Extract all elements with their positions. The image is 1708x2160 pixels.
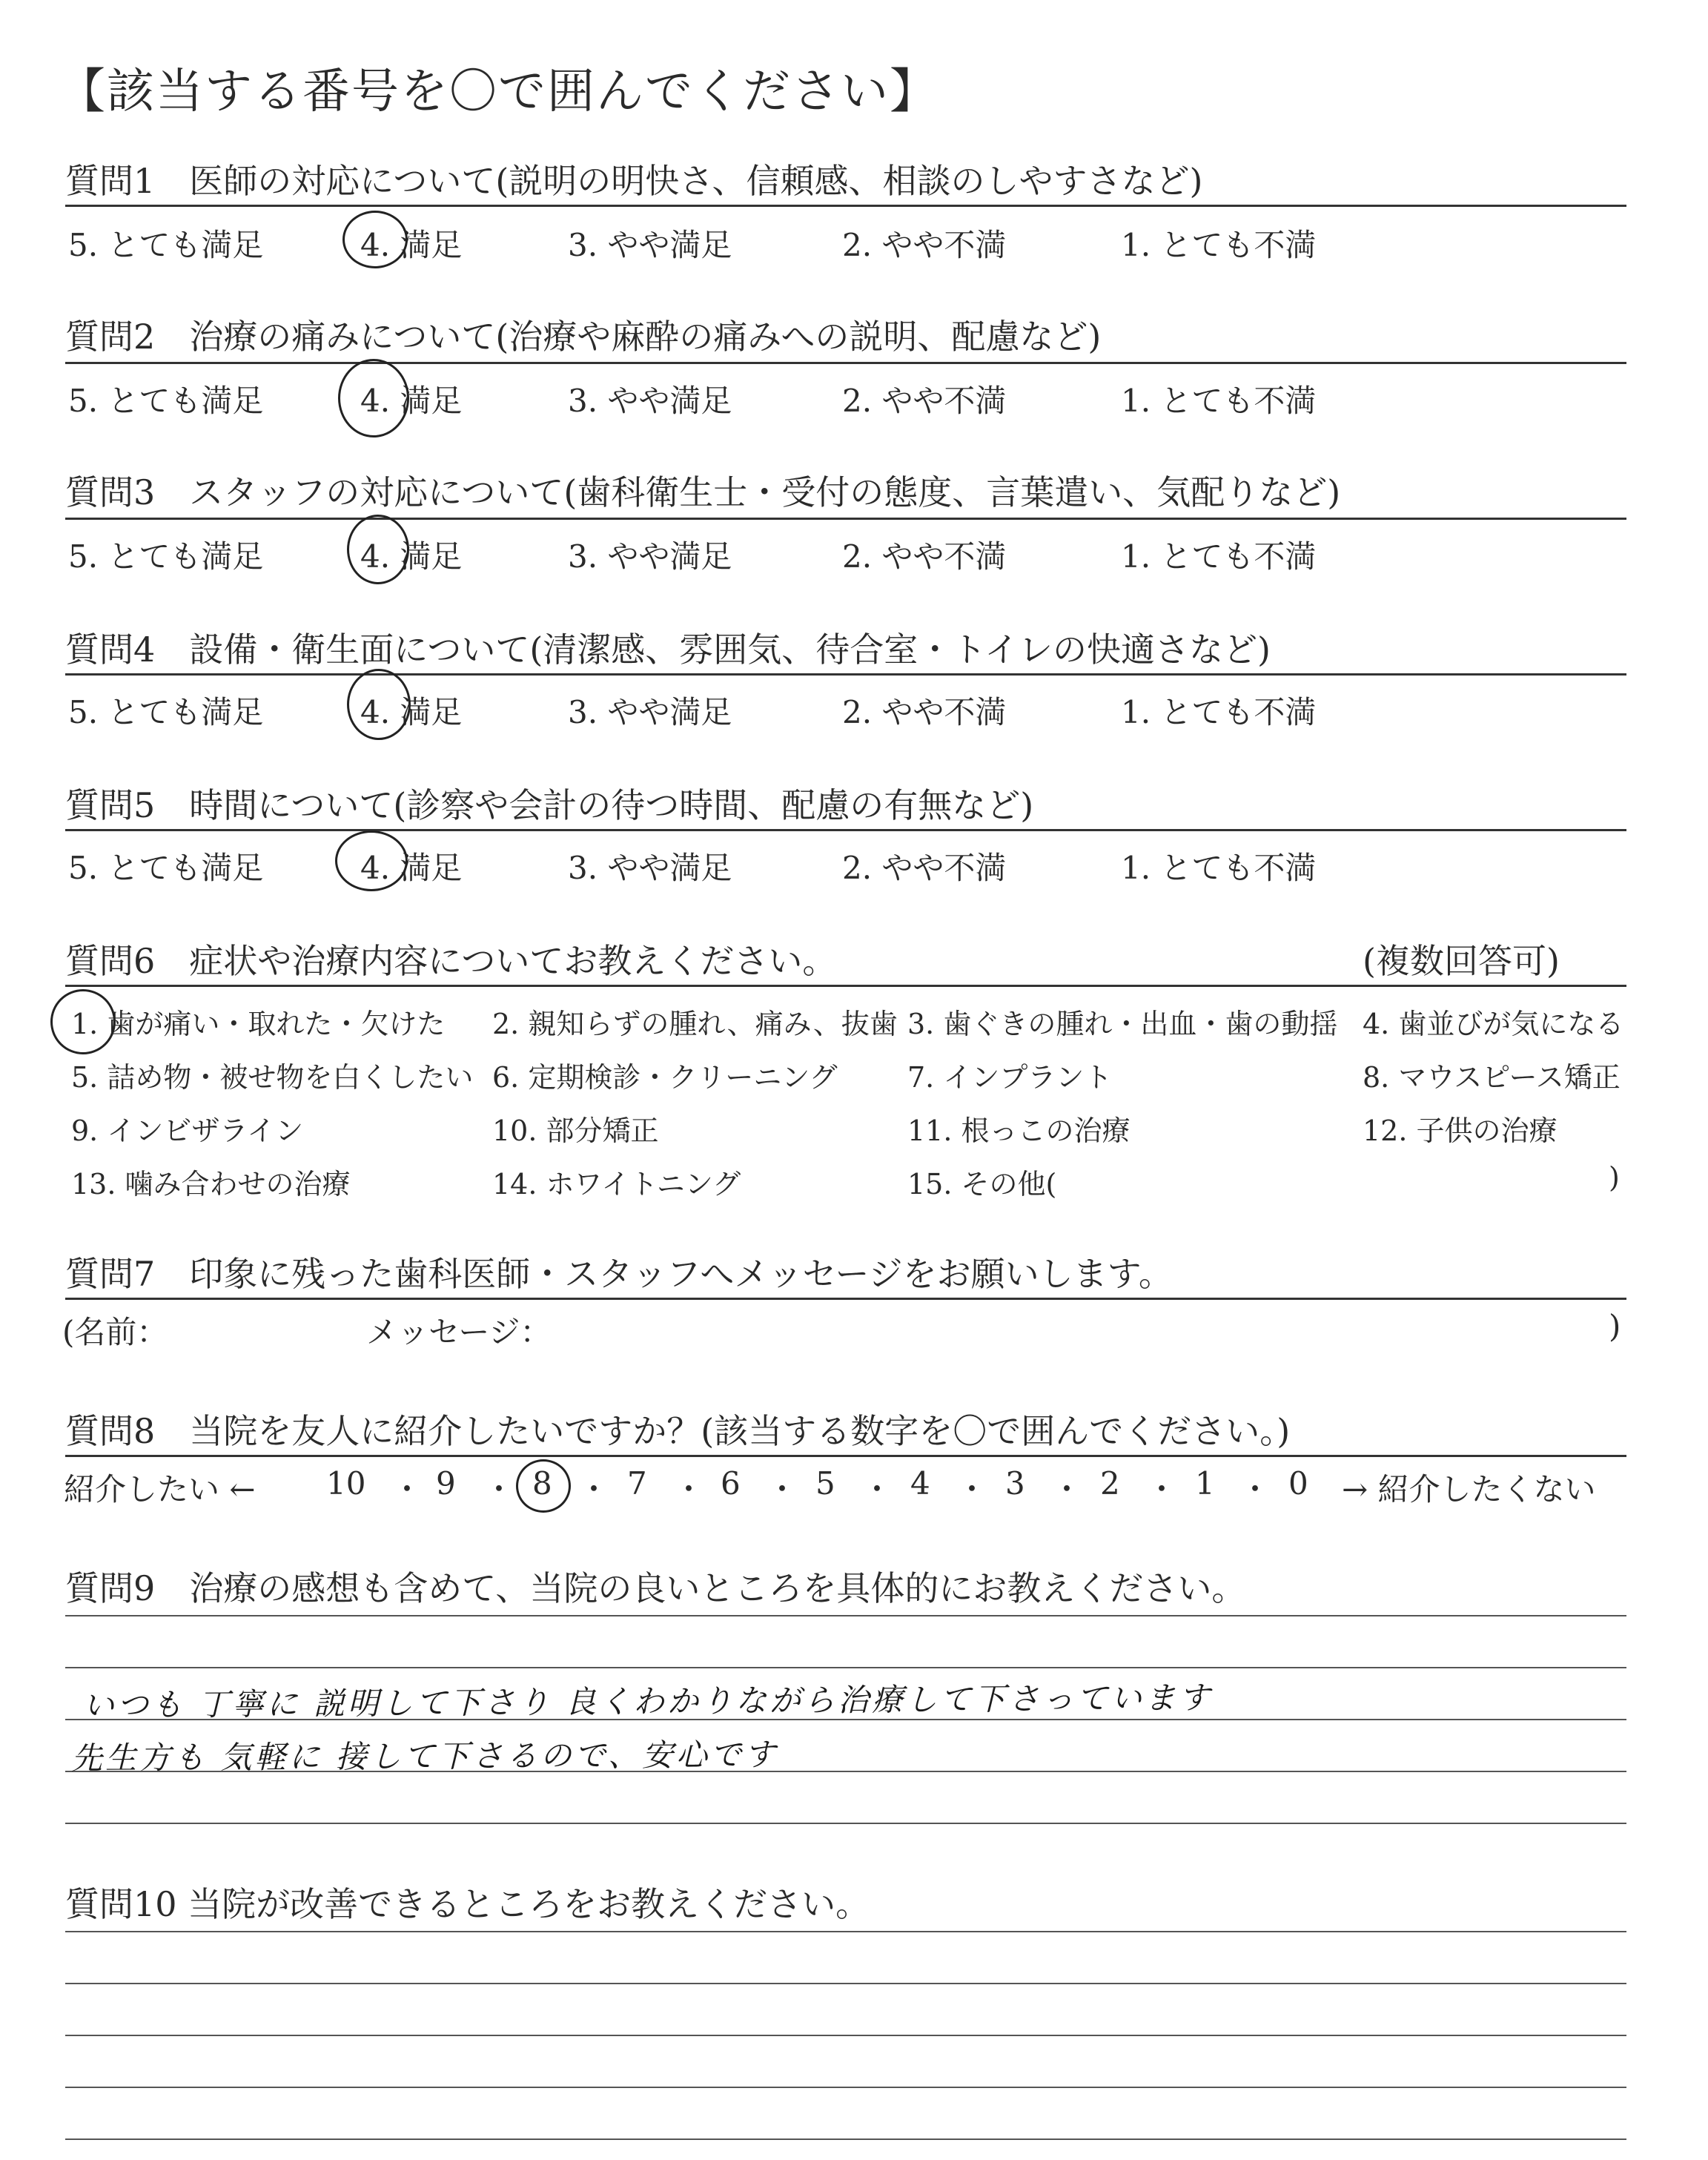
q10-line-2 <box>65 1983 1626 1984</box>
q10-heading: 質問10 当院が改善できるところをお教えください。 <box>65 1884 870 1924</box>
q9-line-5 <box>65 1823 1626 1824</box>
q5-heading: 質問5 時間について(診察や会計の待つ時間、配慮の有無など) <box>65 785 1034 825</box>
q6-option-9[interactable]: 9. インビザライン <box>71 1114 304 1147</box>
q3-heading: 質問3 スタッフの対応について(歯科衛生士・受付の態度、言葉遣い、気配りなど) <box>65 472 1341 512</box>
q6-option-4[interactable]: 4. 歯並びが気になる <box>1363 1008 1624 1040</box>
q1-option-3[interactable]: 3. やや満足 <box>568 227 732 263</box>
q8-separator: ・ <box>673 1471 705 1507</box>
q8-separator: ・ <box>1239 1471 1271 1507</box>
q7-name-label: (名前： <box>62 1314 168 1350</box>
q4-option-4[interactable]: 4. 満足 <box>360 694 463 730</box>
q4-option-1[interactable]: 1. とても不満 <box>1121 694 1317 730</box>
q9-heading: 質問9 治療の感想も含めて、当院の良いところを具体的にお教えください。 <box>65 1568 1246 1608</box>
q6-option-8[interactable]: 8. マウスピース矯正 <box>1363 1061 1621 1094</box>
q6-option-3[interactable]: 3. 歯ぐきの腫れ・出血・歯の動揺 <box>907 1008 1338 1040</box>
q8-score-10[interactable]: 10 <box>326 1465 366 1502</box>
q9-line-2 <box>65 1667 1626 1668</box>
q8-score-4[interactable]: 4 <box>910 1465 930 1502</box>
q3-option-3[interactable]: 3. やや満足 <box>568 538 732 575</box>
q8-separator: ・ <box>767 1471 798 1507</box>
q4-option-2[interactable]: 2. やや不満 <box>842 694 1007 730</box>
q8-separator: ・ <box>1146 1471 1178 1507</box>
q6-option-5[interactable]: 5. 詰め物・被せ物を白くしたい <box>71 1061 474 1094</box>
q8-separator: ・ <box>391 1471 423 1507</box>
q8-separator: ・ <box>861 1471 893 1507</box>
q5-option-2[interactable]: 2. やや不満 <box>842 850 1007 886</box>
q8-score-6[interactable]: 6 <box>721 1465 741 1502</box>
q5-rule <box>65 829 1626 831</box>
q4-option-3[interactable]: 3. やや満足 <box>568 694 732 730</box>
q4-rule <box>65 673 1626 676</box>
q8-separator: ・ <box>956 1471 988 1507</box>
q6-option-13[interactable]: 13. 噛み合わせの治療 <box>71 1168 351 1200</box>
q5-selection-circle <box>335 830 408 891</box>
q10-line-1 <box>65 1931 1626 1932</box>
q8-selection-circle <box>516 1459 571 1513</box>
q8-score-9[interactable]: 9 <box>436 1465 456 1502</box>
q8-score-1[interactable]: 1 <box>1195 1465 1215 1502</box>
q5-option-4[interactable]: 4. 満足 <box>360 850 463 886</box>
q10-line-4 <box>65 2087 1626 2088</box>
q3-option-2[interactable]: 2. やや不満 <box>842 538 1007 575</box>
q3-selection-circle <box>347 515 409 584</box>
q6-selection-circle <box>50 989 116 1054</box>
q6-option-6[interactable]: 6. 定期検診・クリーニング <box>492 1061 838 1094</box>
q3-option-5[interactable]: 5. とても満足 <box>68 538 264 575</box>
q6-option-11[interactable]: 11. 根っこの治療 <box>907 1114 1131 1147</box>
q1-rule <box>65 205 1626 207</box>
q8-score-7[interactable]: 7 <box>627 1465 647 1502</box>
q7-rule <box>65 1298 1626 1300</box>
q8-right-label: → 紹介したくない <box>1342 1471 1596 1507</box>
q2-option-4[interactable]: 4. 満足 <box>360 383 463 419</box>
q8-score-2[interactable]: 2 <box>1100 1465 1120 1502</box>
q6-option-2[interactable]: 2. 親知らずの腫れ、痛み、抜歯 <box>492 1008 898 1040</box>
q6-option-1[interactable]: 1. 歯が痛い・取れた・欠けた <box>71 1008 446 1040</box>
q8-score-5[interactable]: 5 <box>815 1465 835 1502</box>
q6-option-10[interactable]: 10. 部分矯正 <box>492 1114 659 1147</box>
q8-score-3[interactable]: 3 <box>1005 1465 1025 1502</box>
q7-heading: 質問7 印象に残った歯科医師・スタッフへメッセージをお願いします。 <box>65 1254 1173 1294</box>
q6-other-close-paren: ) <box>1609 1161 1620 1194</box>
q4-heading: 質問4 設備・衛生面について(清潔感、雰囲気、待合室・トイレの快適さなど) <box>65 630 1271 670</box>
q4-option-5[interactable]: 5. とても満足 <box>68 694 264 730</box>
q2-option-2[interactable]: 2. やや不満 <box>842 383 1007 419</box>
q5-option-5[interactable]: 5. とても満足 <box>68 850 264 886</box>
q8-score-0[interactable]: 0 <box>1288 1465 1308 1502</box>
q8-separator: ・ <box>578 1471 610 1507</box>
q1-heading: 質問1 医師の対応について(説明の明快さ、信頼感、相談のしやすさなど) <box>65 161 1203 201</box>
q2-option-1[interactable]: 1. とても不満 <box>1121 383 1317 419</box>
q1-option-1[interactable]: 1. とても不満 <box>1121 227 1317 263</box>
q1-option-5[interactable]: 5. とても満足 <box>68 227 264 263</box>
q8-score-8[interactable]: 8 <box>532 1465 552 1502</box>
q6-multiple-note: (複数回答可) <box>1363 941 1560 981</box>
q3-option-4[interactable]: 4. 満足 <box>360 538 463 575</box>
q2-heading: 質問2 治療の痛みについて(治療や麻酔の痛みへの説明、配慮など) <box>65 317 1102 357</box>
q8-left-label: 紹介したい ← <box>64 1471 256 1507</box>
q5-option-3[interactable]: 3. やや満足 <box>568 850 732 886</box>
q7-message-label: メッセージ： <box>366 1314 552 1350</box>
q9-line-1 <box>65 1615 1626 1616</box>
q8-separator: ・ <box>483 1471 515 1507</box>
q8-heading: 質問8 当院を友人に紹介したいですか？(該当する数字を〇で囲んでください。) <box>65 1411 1291 1451</box>
q6-heading: 質問6 症状や治療内容についてお教えください。 <box>65 941 837 981</box>
q6-rule <box>65 985 1626 987</box>
q6-option-14[interactable]: 14. ホワイトニング <box>492 1168 741 1200</box>
q10-line-3 <box>65 2035 1626 2036</box>
q2-option-3[interactable]: 3. やや満足 <box>568 383 732 419</box>
q9-handwritten-answer-line-1: いつも 丁寧に 説明して下さり 良くわかりながら治療して下さっています <box>82 1679 1214 1724</box>
q2-rule <box>65 362 1626 364</box>
q5-option-1[interactable]: 1. とても不満 <box>1121 850 1317 886</box>
q6-option-12[interactable]: 12. 子供の治療 <box>1363 1114 1558 1147</box>
q4-selection-circle <box>347 669 411 740</box>
q10-line-5 <box>65 2138 1626 2140</box>
q1-option-2[interactable]: 2. やや不満 <box>842 227 1007 263</box>
q3-rule <box>65 518 1626 520</box>
q2-selection-circle <box>338 359 409 437</box>
q7-close-paren: ) <box>1609 1308 1621 1344</box>
q8-rule <box>65 1455 1626 1457</box>
q6-option-15[interactable]: 15. その他( <box>907 1168 1057 1200</box>
q1-selection-circle <box>342 211 408 268</box>
form-title: 【該当する番号を〇で囲んでください】 <box>58 65 939 119</box>
q1-option-4[interactable]: 4. 満足 <box>360 227 463 263</box>
q2-option-5[interactable]: 5. とても満足 <box>68 383 264 419</box>
q3-option-1[interactable]: 1. とても不満 <box>1121 538 1317 575</box>
q6-option-7[interactable]: 7. インプラント <box>907 1061 1113 1094</box>
q9-handwritten-answer-line-2: 先生方も 気軽に 接して下さるので、安心です <box>70 1736 779 1777</box>
q8-separator: ・ <box>1051 1471 1083 1507</box>
